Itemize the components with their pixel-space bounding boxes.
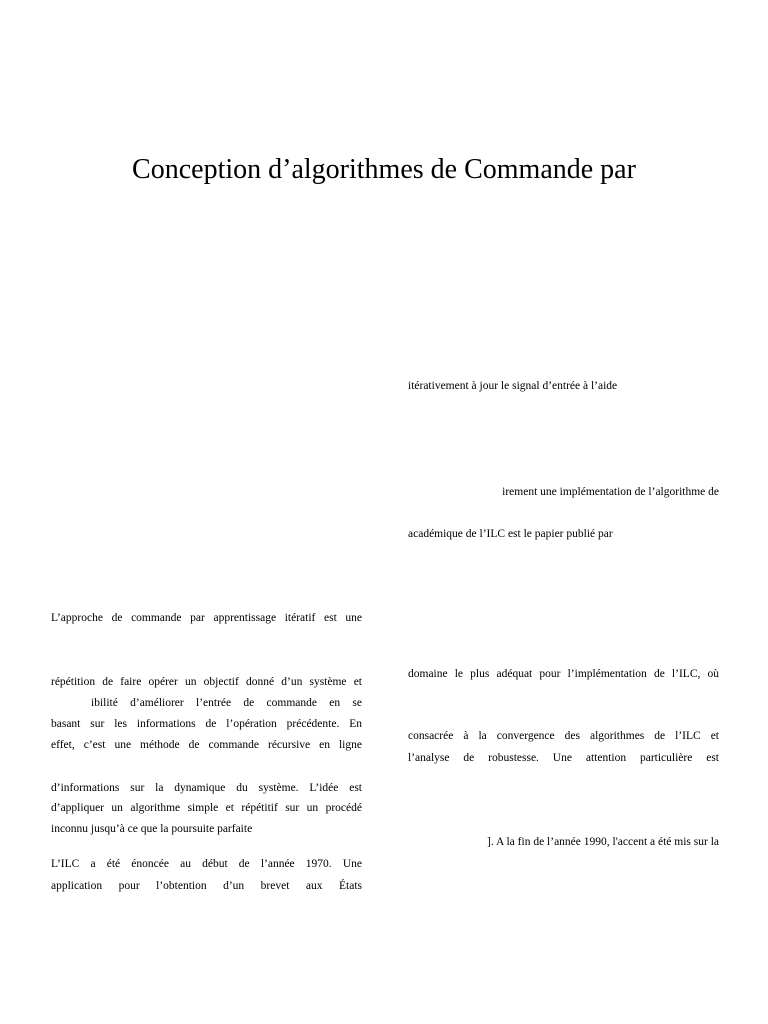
text-line: ]. A la fin de l’année 1990, l'accent a été mis sur la <box>487 836 719 848</box>
text-line: L’approche de commande par apprentissage itératif est une <box>51 612 362 624</box>
text-line: l’analyse de robustesse. Une attention particulière est <box>408 752 719 764</box>
text-line: d’informations sur la dynamique du système. L’idée est <box>51 782 362 794</box>
text-line: effet, c’est une méthode de commande récursive en ligne <box>51 739 362 751</box>
text-line: ibilité d’améliorer l’entrée de commande en se <box>91 697 362 709</box>
text-line: inconnu jusqu’à ce que la poursuite parfaite <box>51 823 253 835</box>
page-title: Conception d’algorithmes de Commande par <box>132 154 636 185</box>
text-line: application pour l’obtention d’un brevet aux États <box>51 880 362 892</box>
text-line: L’ILC a été énoncée au début de l’année 1970. Une <box>51 858 362 870</box>
text-line: domaine le plus adéquat pour l’implémentation de l’ILC, où <box>408 668 719 680</box>
text-line: itérativement à jour le signal d’entrée à l’aide <box>408 380 618 392</box>
text-line: consacrée à la convergence des algorithmes de l’ILC et <box>408 730 719 742</box>
text-line: irement une implémentation de l’algorithme de <box>502 486 719 498</box>
text-line: basant sur les informations de l’opération précédente. En <box>51 718 362 730</box>
text-line: répétition de faire opérer un objectif donné d’un système et <box>51 676 362 688</box>
text-line: académique de l’ILC est le papier publié par <box>408 528 613 540</box>
text-line: d’appliquer un algorithme simple et répétitif sur un procédé <box>51 802 362 814</box>
